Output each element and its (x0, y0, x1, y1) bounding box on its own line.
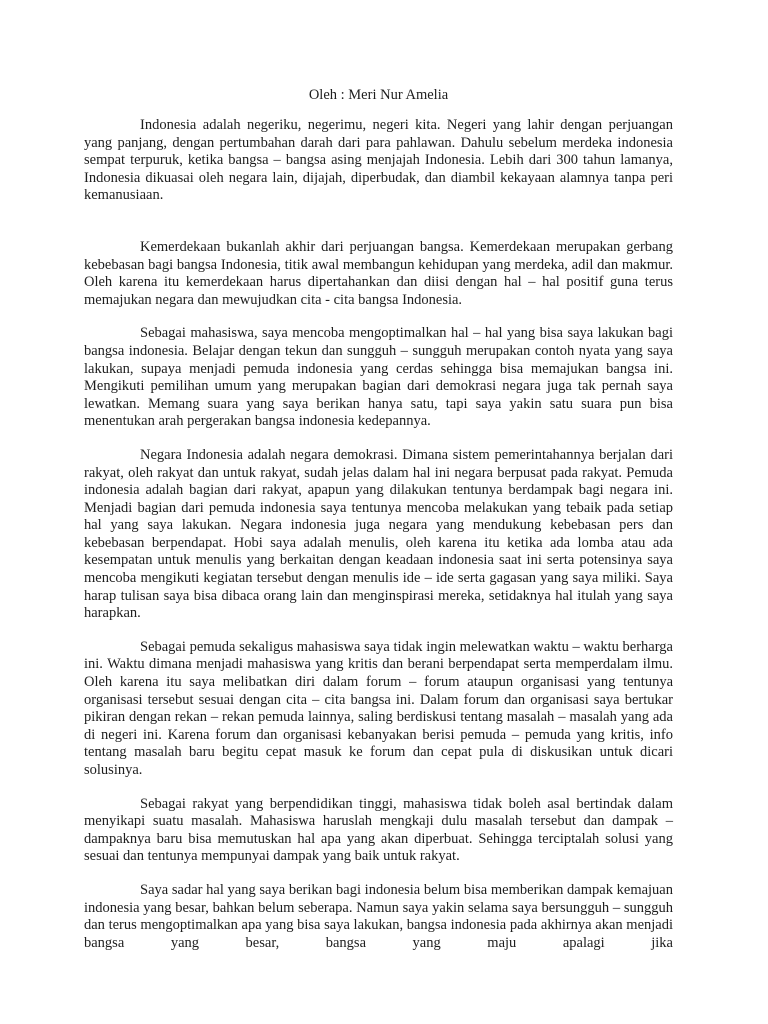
author-line: Oleh : Meri Nur Amelia (308, 87, 449, 103)
paragraph-1: Indonesia adalah negeriku, negerimu, negeri kita. Negeri yang lahir dengan perjuangan yang panjang, dengan pertumbahan darah dari para pahlawan. Dahulu sebelum merdeka indonesia sempat terpuruk, ketika bangsa – bangsa asing menjajah Indonesia. Lebih dari 300 tahun lamanya, Indonesia dikuasai oleh negara lain, dijajah, diperbudak, dan diambil kekayaan alamnya tanpa peri kemanusiaan. (84, 117, 673, 204)
paragraph-3: Sebagai mahasiswa, saya mencoba mengoptimalkan hal – hal yang bisa saya lakukan bagi bangsa indonesia. Belajar dengan tekun dan sungguh – sungguh merupakan contoh nyata yang saya lakukan, supaya menjadi pemuda indonesia yang cerdas sehingga bisa memajukan bangsa ini. Mengikuti pemilihan umum yang merupakan bagian dari demokrasi negara juga tak pernah saya lewatkan. Memang suara yang saya berikan hanya satu, tapi saya yakin satu suara pun bisa menentukan arah pergerakan bangsa indonesia kedepannya. (84, 325, 673, 430)
document-page (84, 86, 673, 952)
paragraph-5: Sebagai pemuda sekaligus mahasiswa saya tidak ingin melewatkan waktu – waktu berharga ini. Waktu dimana menjadi mahasiswa yang kritis dan berani berpendapat serta memperdalam ilmu. Oleh karena itu saya melibatkan diri dalam forum – forum ataupun organisasi yang tentunya organisasi tersebut sesuai dengan cita – cita bangsa ini. Dalam forum dan organisasi saya bertukar pikiran dengan rekan – rekan pemuda lainnya, saling berdiskusi tentang masalah – masalah yang ada di negeri ini. Karena forum dan organisasi kebanyakan berisi pemuda – pemuda yang kritis, info tentang masalah baru begitu cepat masuk ke forum dan cepat pula di diskusikan untuk dicari solusinya. (84, 638, 673, 778)
paragraph-7: Saya sadar hal yang saya berikan bagi indonesia belum bisa memberikan dampak kemajuan indonesia yang besar, bahkan belum seberapa. Namun saya yakin selama saya bersungguh – sungguh dan terus mengoptimalkan apa yang bisa saya lakukan, bangsa indonesia pada akhirnya akan menjadi bangsa yang besar, bangsa yang maju apalagi jika (84, 881, 673, 951)
paragraph-6: Sebagai rakyat yang berpendidikan tinggi, mahasiswa tidak boleh asal bertindak dalam menyikapi suatu masalah. Mahasiswa haruslah mengkaji dulu masalah tersebut dan dampak – dampaknya baru bisa memutuskan hal apa yang akan diperbuat. Sehingga terciptalah solusi yang sesuai dan tentunya mempunyai dampak yang baik untuk rakyat. (84, 795, 673, 865)
paragraph-4: Negara Indonesia adalah negara demokrasi. Dimana sistem pemerintahannya berjalan dari rakyat, oleh rakyat dan untuk rakyat, sudah jelas dalam hal ini negara berpusat pada rakyat. Pemuda indonesia adalah bagian dari rakyat, apapun yang dilakukan tentunya berdampak bagi negara ini. Menjadi bagian dari pemuda indonesia saya tentunya mencoba melakukan yang tebaik pada setiap hal yang saya lakukan. Negara indonesia juga negara yang mendukung kebebasan pers dan kebebasan berpendapat. Hobi saya adalah menulis, oleh karena itu ketika ada lomba atau ada kesempatan untuk menulis yang berkaitan dengan keadaan indonesia saat ini serta potensinya saya mencoba mengikuti kegiatan tersebut dengan menulis ide – ide serta gagasan yang saya miliki. Saya harap tulisan saya bisa dibaca orang lain dan menginspirasi mereka, setidaknya hal itulah yang saya harapkan. (84, 446, 673, 622)
paragraph-2: Kemerdekaan bukanlah akhir dari perjuangan bangsa. Kemerdekaan merupakan gerbang kebebasan bagi bangsa Indonesia, titik awal membangun kehidupan yang merdeka, adil dan makmur. Oleh karena itu kemerdekaan harus dipertahankan dan diisi dengan hal – hal positif guna terus memajukan negara dan mewujudkan cita - cita bangsa Indonesia. (84, 238, 673, 308)
